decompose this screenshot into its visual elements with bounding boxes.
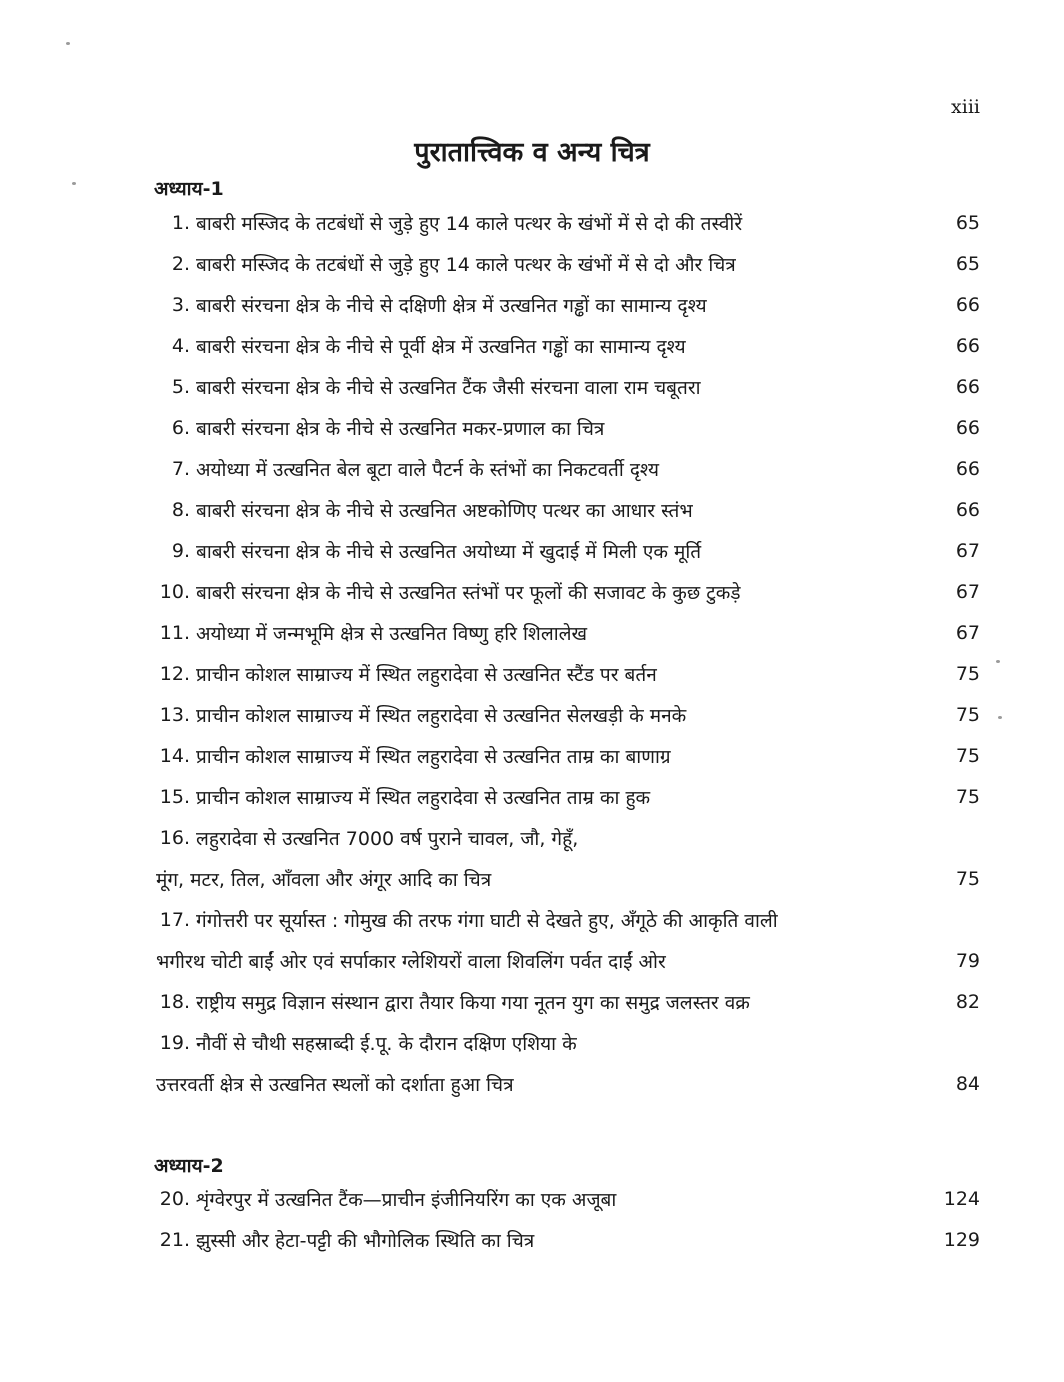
entry-page: 75 bbox=[955, 663, 980, 685]
entry-page: 129 bbox=[943, 1229, 980, 1251]
entry-number: 5. bbox=[171, 376, 190, 398]
toc-entry bbox=[150, 203, 980, 243]
entry-title: नौवीं से चौथी सहस्राब्दी ई.पू. के दौरान दक्षिण एशिया के bbox=[196, 1033, 577, 1055]
entry-title: प्राचीन कोशल साम्राज्य में स्थित लहुरादेवा से उत्खनित ताम्र का बाणाग्र bbox=[196, 746, 671, 768]
scan-speck bbox=[996, 660, 1000, 663]
entry-page: 82 bbox=[955, 991, 980, 1013]
entry-title: बाबरी संरचना क्षेत्र के नीचे से उत्खनित मकर-प्रणाल का चित्र bbox=[196, 418, 605, 440]
entry-title: प्राचीन कोशल साम्राज्य में स्थित लहुरादेवा से उत्खनित ताम्र का हुक bbox=[196, 787, 651, 809]
toc-entry bbox=[150, 244, 980, 284]
toc-entry bbox=[150, 1023, 980, 1063]
entry-title: गंगोत्तरी पर सूर्यास्त : गोमुख की तरफ गंगा घाटी से देखते हुए, अँगूठे की आकृति वाली bbox=[196, 910, 778, 932]
entry-number: 12. bbox=[159, 663, 190, 685]
entry-page: 66 bbox=[955, 458, 980, 480]
entry-title: बाबरी संरचना क्षेत्र के नीचे से उत्खनित अष्टकोणिए पत्थर का आधार स्तंभ bbox=[196, 500, 693, 522]
toc-entry bbox=[150, 572, 980, 612]
toc-entry bbox=[150, 695, 980, 735]
entry-number: 16. bbox=[159, 827, 190, 849]
page-number: xiii bbox=[951, 96, 980, 118]
entry-title: प्राचीन कोशल साम्राज्य में स्थित लहुरादेवा से उत्खनित सेलखड़ी के मनके bbox=[196, 705, 687, 727]
scan-speck bbox=[998, 716, 1002, 719]
entry-number: 11. bbox=[159, 622, 190, 644]
toc-entry bbox=[150, 285, 980, 325]
entry-page: 67 bbox=[955, 622, 980, 644]
entry-page: 124 bbox=[943, 1188, 980, 1210]
entry-page: 79 bbox=[955, 950, 980, 972]
entry-page: 75 bbox=[955, 786, 980, 808]
entry-title: अयोध्या में उत्खनित बेल बूटा वाले पैटर्न के स्तंभों का निकटवर्ती दृश्य bbox=[196, 459, 660, 481]
entry-page: 66 bbox=[955, 335, 980, 357]
entry-title-continued: उत्तरवर्ती क्षेत्र से उत्खनित स्थलों को दर्शाता हुआ चित्र bbox=[156, 1074, 514, 1096]
toc-entry bbox=[150, 900, 980, 940]
entry-page: 66 bbox=[955, 294, 980, 316]
entry-title: बाबरी संरचना क्षेत्र के नीचे से दक्षिणी क्षेत्र में उत्खनित गड्ढों का सामान्य दृश्य bbox=[196, 295, 707, 317]
toc-entry-continuation bbox=[150, 941, 980, 981]
entry-page: 66 bbox=[955, 376, 980, 398]
entry-page: 67 bbox=[955, 540, 980, 562]
entry-page: 66 bbox=[955, 499, 980, 521]
entry-title: बाबरी संरचना क्षेत्र के नीचे से उत्खनित अयोध्या में खुदाई में मिली एक मूर्ति bbox=[196, 541, 702, 563]
toc-entry bbox=[150, 1179, 980, 1219]
entry-page: 65 bbox=[955, 253, 980, 275]
entry-title: बाबरी संरचना क्षेत्र के नीचे से उत्खनित टैंक जैसी संरचना वाला राम चबूतरा bbox=[196, 377, 701, 399]
toc-entry bbox=[150, 408, 980, 448]
toc-entry bbox=[150, 736, 980, 776]
entry-number: 8. bbox=[171, 499, 190, 521]
entry-number: 18. bbox=[159, 991, 190, 1013]
entry-title: राष्ट्रीय समुद्र विज्ञान संस्थान द्वारा तैयार किया गया नूतन युग का समुद्र जलस्तर वक्र bbox=[196, 992, 750, 1014]
toc-entry bbox=[150, 777, 980, 817]
entry-number: 20. bbox=[159, 1188, 190, 1210]
entry-number: 7. bbox=[171, 458, 190, 480]
entry-page: 75 bbox=[955, 745, 980, 767]
entry-number: 10. bbox=[159, 581, 190, 603]
toc-entry bbox=[150, 818, 980, 858]
toc-entry bbox=[150, 326, 980, 366]
scan-speck bbox=[72, 182, 76, 185]
page-title: पुरातात्त्विक व अन्य चित्र bbox=[414, 137, 650, 168]
toc-entry bbox=[150, 613, 980, 653]
entry-page: 65 bbox=[955, 212, 980, 234]
entry-title: अयोध्या में जन्मभूमि क्षेत्र से उत्खनित विष्णु हरि शिलालेख bbox=[196, 623, 588, 645]
toc-entry-continuation bbox=[150, 859, 980, 899]
toc-entry bbox=[150, 982, 980, 1022]
entry-number: 2. bbox=[171, 253, 190, 275]
entry-title-continued: भगीरथ चोटी बाईं ओर एवं सर्पाकार ग्लेशियरों वाला शिवलिंग पर्वत दाईं ओर bbox=[156, 951, 666, 973]
entry-number: 3. bbox=[171, 294, 190, 316]
toc-entry-continuation bbox=[150, 1064, 980, 1104]
entry-number: 21. bbox=[159, 1229, 190, 1251]
entry-page: 75 bbox=[955, 868, 980, 890]
entry-page: 67 bbox=[955, 581, 980, 603]
toc-entry bbox=[150, 1220, 980, 1260]
entry-page: 75 bbox=[955, 704, 980, 726]
entry-title: बाबरी संरचना क्षेत्र के नीचे से उत्खनित स्तंभों पर फूलों की सजावट के कुछ टुकड़े bbox=[196, 582, 741, 604]
toc-entry bbox=[150, 654, 980, 694]
scan-speck bbox=[66, 42, 70, 45]
entry-title: प्राचीन कोशल साम्राज्य में स्थित लहुरादेवा से उत्खनित स्टैंड पर बर्तन bbox=[196, 664, 657, 686]
entry-number: 6. bbox=[171, 417, 190, 439]
entry-title: बाबरी मस्जिद के तटबंधों से जुड़े हुए 14 काले पत्थर के खंभों में से दो और चित्र bbox=[196, 254, 736, 276]
toc-entry bbox=[150, 367, 980, 407]
chapter-heading: अध्याय-1 bbox=[154, 178, 224, 200]
entry-title: शृंग्वेरपुर में उत्खनित टैंक—प्राचीन इंजीनियरिंग का एक अजूबा bbox=[196, 1189, 617, 1211]
entry-title-continued: मूंग, मटर, तिल, आँवला और अंगूर आदि का चित्र bbox=[156, 869, 492, 891]
entry-number: 14. bbox=[159, 745, 190, 767]
toc-entry bbox=[150, 449, 980, 489]
entry-number: 15. bbox=[159, 786, 190, 808]
entry-number: 17. bbox=[159, 909, 190, 931]
entry-number: 1. bbox=[171, 212, 190, 234]
toc-entry bbox=[150, 490, 980, 530]
entry-number: 19. bbox=[159, 1032, 190, 1054]
chapter-heading: अध्याय-2 bbox=[154, 1155, 224, 1177]
entry-page: 84 bbox=[955, 1073, 980, 1095]
entry-number: 9. bbox=[171, 540, 190, 562]
entry-title: लहुरादेवा से उत्खनित 7000 वर्ष पुराने चावल, जौ, गेहूँ, bbox=[196, 828, 579, 850]
entry-page: 66 bbox=[955, 417, 980, 439]
entry-title: बाबरी संरचना क्षेत्र के नीचे से पूर्वी क्षेत्र में उत्खनित गड्ढों का सामान्य दृश्य bbox=[196, 336, 686, 358]
entry-number: 13. bbox=[159, 704, 190, 726]
entry-title: बाबरी मस्जिद के तटबंधों से जुड़े हुए 14 काले पत्थर के खंभों में से दो की तस्वीरें bbox=[196, 213, 743, 235]
toc-entry bbox=[150, 531, 980, 571]
entry-number: 4. bbox=[171, 335, 190, 357]
entry-title: झुस्सी और हेटा-पट्टी की भौगोलिक स्थिति का चित्र bbox=[196, 1230, 535, 1252]
